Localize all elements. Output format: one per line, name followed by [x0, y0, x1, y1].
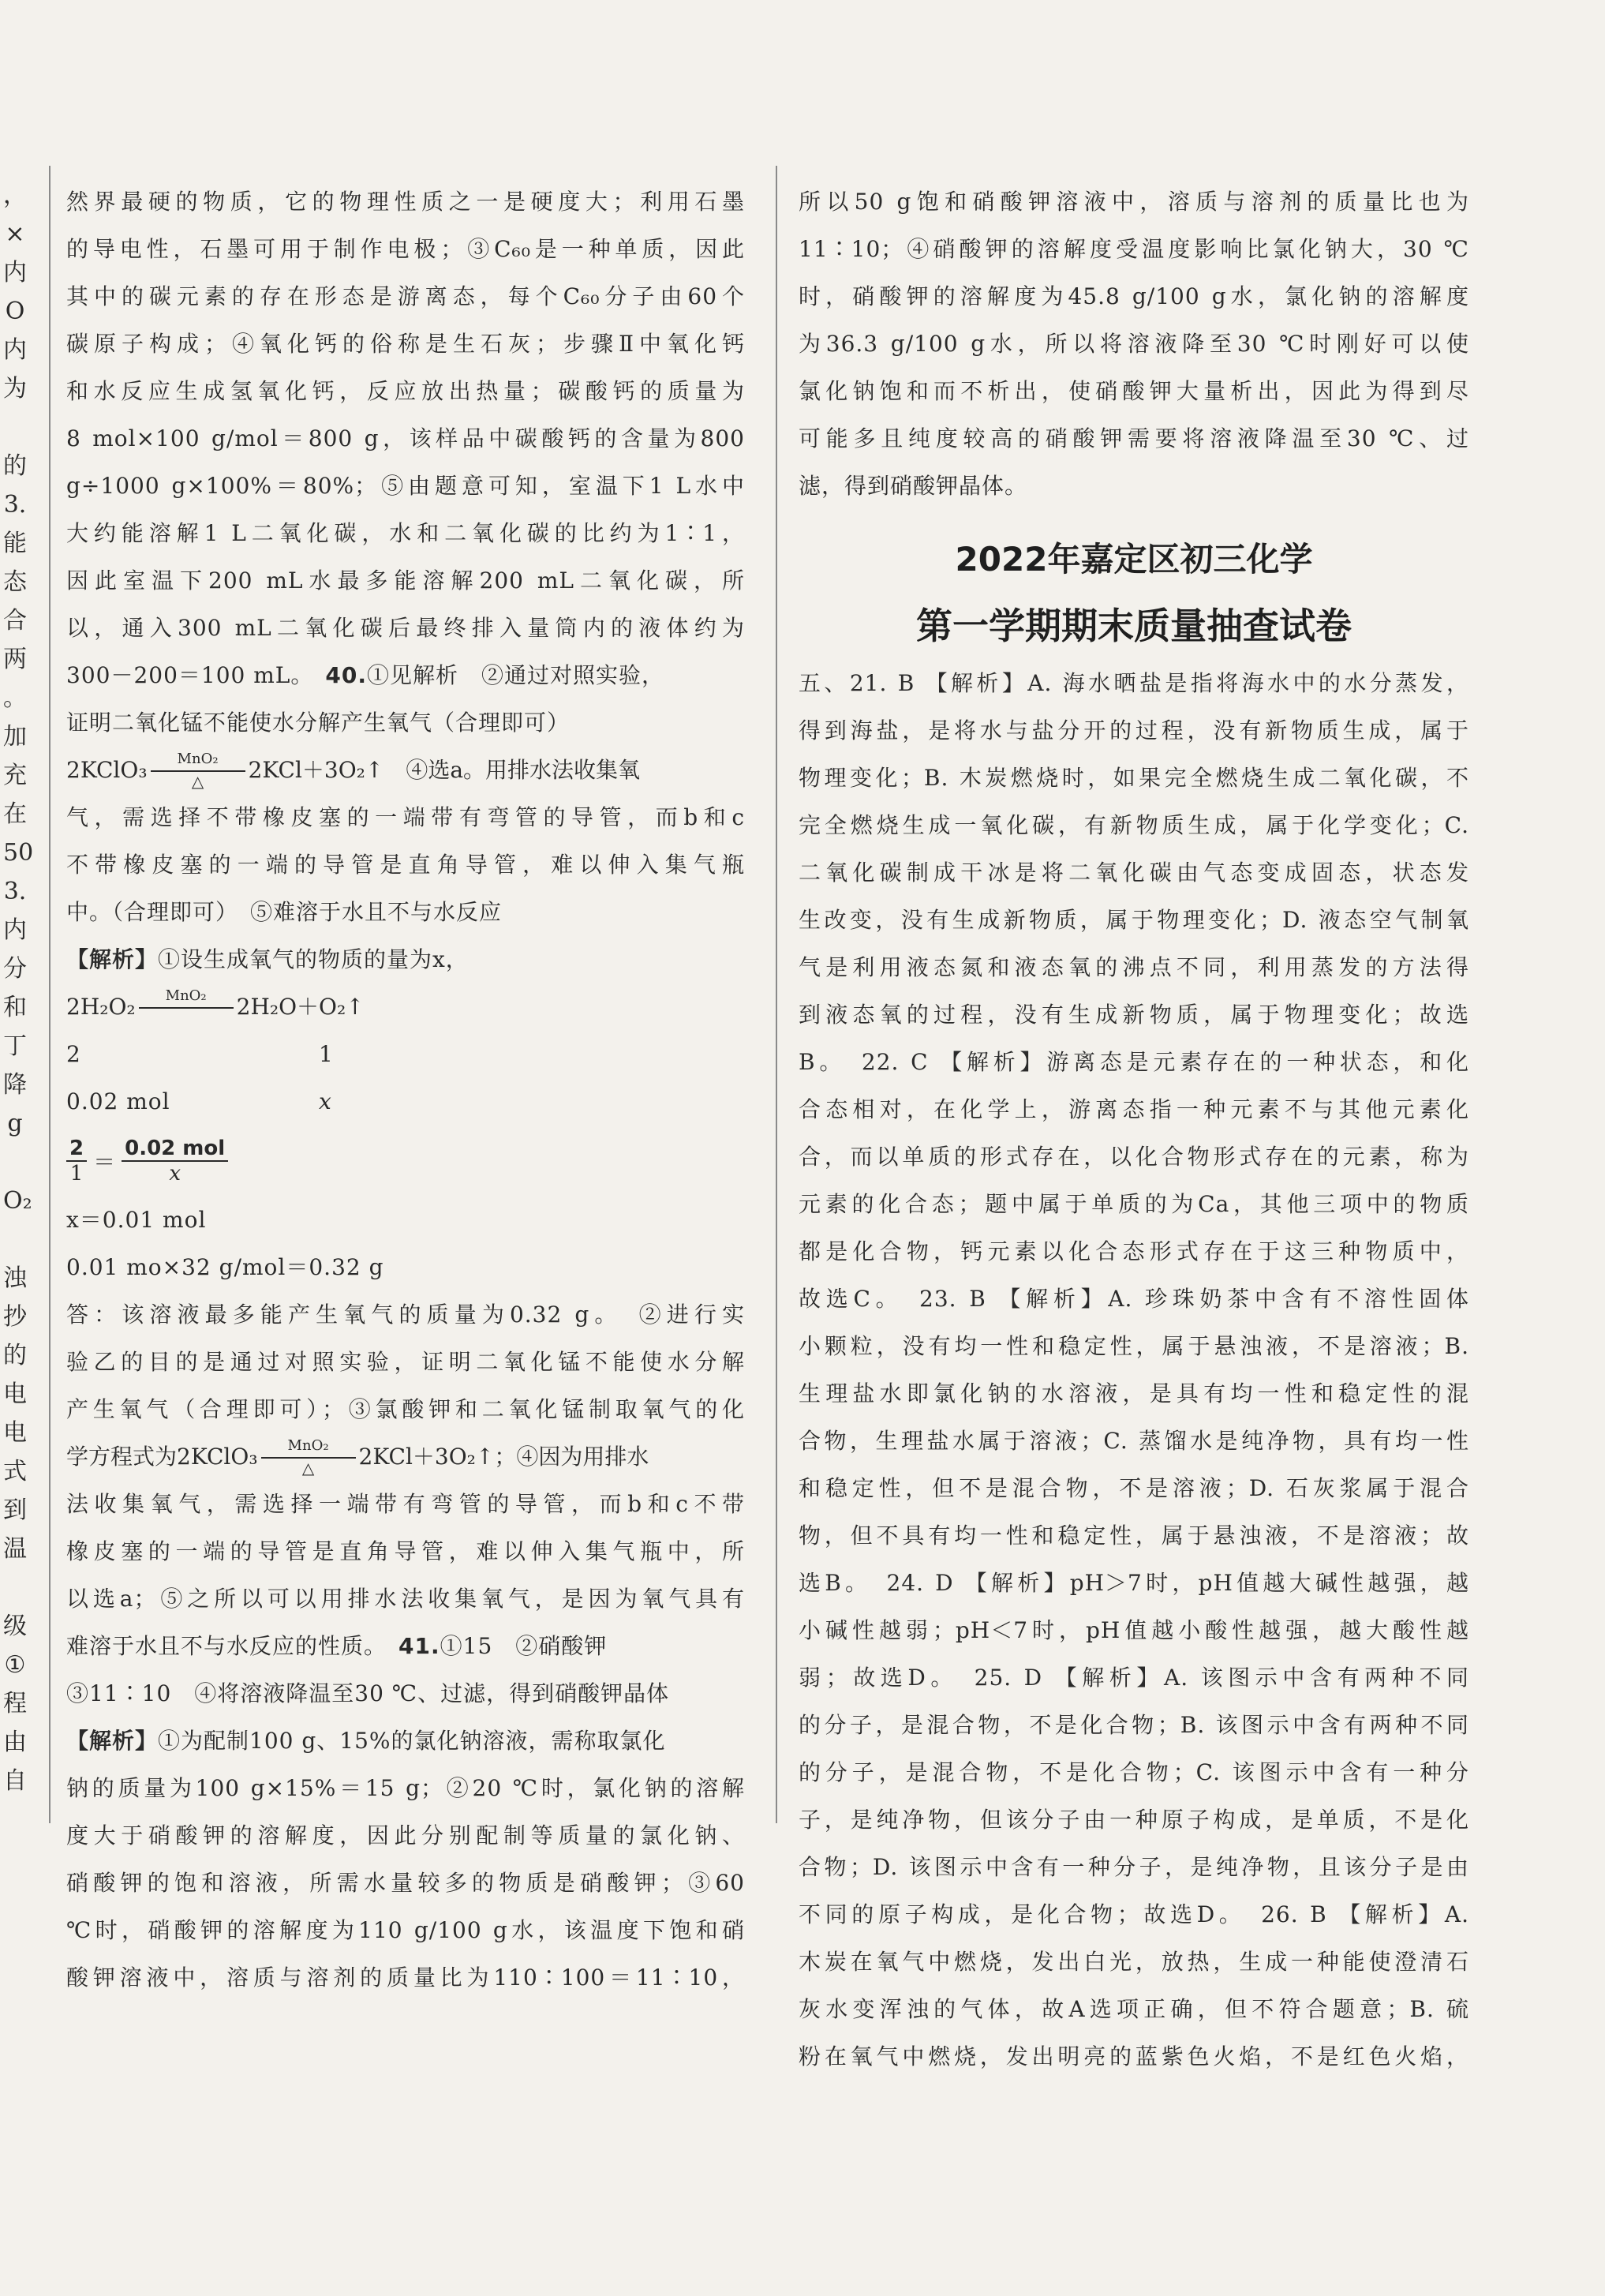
heat-symbol: △ — [301, 1459, 315, 1478]
text-line: B。 22. C 【解析】游离态是元素存在的一种状态，和化 — [799, 1049, 1469, 1075]
text-line: 碳原子构成；④氧化钙的俗称是生石灰；步骤Ⅱ中氧化钙 — [66, 331, 745, 357]
text-line: 小颗粒，没有均一性和稳定性，属于悬浊液，不是溶液；B. — [799, 1333, 1469, 1359]
equals-sign: ＝ — [93, 1149, 116, 1175]
heat-symbol: △ — [191, 772, 204, 791]
text-line: 的分子，是混合物，不是化合物；B. 该图示中含有两种不同 — [799, 1712, 1469, 1738]
text-span: ①15 ②硝酸钾 — [440, 1633, 608, 1659]
equation-product: 2KCl＋3O₂↑；④因为用排水 — [358, 1444, 649, 1470]
clipped-char: ① — [4, 1651, 26, 1679]
exam-title-line-1: 2022年嘉定区初三化学 — [955, 540, 1313, 579]
text-line: 硝酸钾的饱和溶液，所需水量较多的物质是硝酸钾；③60 — [66, 1870, 745, 1896]
clipped-char: 温 — [3, 1535, 27, 1563]
clipped-char: 合 — [3, 607, 27, 635]
text-span: 300－200＝100 mL。 — [66, 662, 303, 688]
ratio-left: 2 — [66, 1041, 81, 1067]
text-line: 和稳定性，但不是混合物，不是溶液；D. 石灰浆属于混合 — [799, 1475, 1469, 1501]
proportion-equation — [66, 1126, 745, 1197]
clipped-char: 丁 — [3, 1032, 27, 1060]
middle-column-rule — [776, 166, 777, 1823]
catalyst-label: MnO₂ — [177, 751, 219, 767]
clipped-char: 态 — [3, 568, 27, 596]
catalyst-label: MnO₂ — [165, 987, 207, 1004]
clipped-char: 50 — [3, 839, 34, 867]
text-line: 得到海盐，是将水与盐分开的过程，没有新物质生成，属于 — [799, 717, 1469, 743]
text-line: 故选C。 23. B 【解析】A. 珍珠奶茶中含有不溶性固体 — [799, 1286, 1469, 1312]
reaction-condition-arrow — [139, 983, 234, 1031]
text-line: 物理变化；B. 木炭燃烧时，如果完全燃烧生成二氧化碳，不 — [799, 765, 1469, 791]
text-line: 验乙的目的是通过对照实验，证明二氧化锰不能使水分解 — [66, 1349, 745, 1375]
answer-body — [799, 660, 1469, 2081]
text-line: 然界最硬的物质，它的物理性质之一是硬度大；利用石墨 — [66, 189, 745, 215]
clipped-char: 能 — [3, 530, 27, 557]
fraction-denominator: 1 — [69, 1162, 84, 1185]
clipped-char: ， — [3, 182, 27, 209]
text-line: 酸钾溶液中，溶质与溶剂的质量比为110∶100＝11∶10， — [66, 1965, 745, 1991]
text-line: 为36.3 g/100 g水，所以将溶液降至30 ℃时刚好可以使 — [799, 331, 1469, 357]
text-span: ①为配制100 g、15%的氯化钠溶液，需称取氯化 — [158, 1728, 666, 1754]
analysis-tag: 【解析】 — [66, 946, 159, 972]
text-line: 粉在氧气中燃烧，发出明亮的蓝紫色火焰，不是红色火焰， — [799, 2043, 1469, 2069]
equation-product: 2KCl＋3O₂↑ ④选a。用排水法收集氧 — [248, 757, 641, 783]
text-span: 难溶于水且不与水反应的性质。 — [66, 1633, 376, 1659]
fraction-numerator: 2 — [66, 1137, 87, 1162]
fraction-denominator: x — [169, 1162, 181, 1185]
arrow-bar — [139, 1007, 234, 1009]
text-line: 合物，生理盐水属于溶液；C. 蒸馏水是纯净物，具有均一性 — [799, 1428, 1469, 1454]
equation-reactant: 2KClO₃ — [66, 757, 148, 783]
text-line: 到液态氧的过程，没有生成新物质，属于物理变化；故选 — [799, 1002, 1469, 1028]
text-line: 完全燃烧生成一氧化碳，有新物质生成，属于化学变化；C. — [799, 812, 1469, 838]
text-line: 以，通入300 mL二氧化碳后最终排入量筒内的液体约为 — [66, 615, 745, 641]
clipped-char: 分 — [3, 955, 27, 983]
clipped-char: 式 — [3, 1458, 27, 1485]
clipped-char: g — [7, 1110, 23, 1137]
clipped-char: 电 — [3, 1380, 27, 1408]
text-line: 产生氧气（合理即可）；③氯酸钾和二氧化锰制取氧气的化 — [66, 1396, 745, 1422]
text-line: 和水反应生成氢氧化钙，反应放出热量；碳酸钙的质量为 — [66, 378, 745, 404]
text-line: ③11∶10 ④将溶液降温至30 ℃、过滤，得到硝酸钾晶体 — [66, 1680, 670, 1706]
fraction-right — [122, 1137, 228, 1185]
reaction-condition-arrow — [151, 747, 245, 794]
text-line: 二氧化碳制成干冰是将二氧化碳由气态变成固态，状态发 — [799, 860, 1469, 886]
ratio-right: 1 — [319, 1041, 334, 1067]
clipped-char: 在 — [3, 800, 27, 828]
text-line: 答：该溶液最多能产生氧气的质量为0.32 g。 ②进行实 — [66, 1302, 745, 1328]
question-41-line — [66, 1623, 745, 1670]
mass-calc-line: 0.01 mo×32 g/mol＝0.32 g — [66, 1254, 384, 1280]
clipped-char: 浊 — [3, 1264, 27, 1292]
clipped-char: 加 — [3, 723, 27, 751]
clipped-char: 。 — [3, 684, 27, 712]
fraction-numerator: 0.02 mol — [122, 1137, 228, 1162]
clipped-char: 3. — [3, 491, 27, 519]
text-line: 弱；故选D。 25. D 【解析】A. 该图示中含有两种不同 — [799, 1665, 1469, 1691]
text-line: 因此室温下200 mL水最多能溶解200 mL二氧化碳，所 — [66, 567, 745, 594]
clipped-char: 和 — [3, 994, 27, 1021]
equation-kclo3-2 — [66, 1433, 745, 1481]
clipped-char: 到 — [3, 1496, 27, 1524]
text-line: 大约能溶解1 L二氧化碳，水和二氧化碳的比约为1∶1， — [66, 520, 745, 546]
text-line: 可能多且纯度较高的硝酸钾需要将溶液降温至30 ℃、过 — [799, 425, 1469, 451]
text-line: 都是化合物，钙元素以化合态形式存在于这三种物质中， — [799, 1238, 1469, 1264]
text-line: 生改变，没有生成新物质，属于物理变化；D. 液态空气制氧 — [799, 907, 1469, 933]
question-40-line — [66, 652, 745, 699]
question-number: 41. — [398, 1633, 440, 1659]
right-column — [799, 178, 1469, 2081]
text-line: 钠的质量为100 g×15%＝15 g；②20 ℃时，氯化钠的溶解 — [66, 1775, 745, 1801]
text-line: 中。（合理即可） ⑤难溶于水且不与水反应 — [66, 899, 503, 925]
ratio-line — [66, 1031, 745, 1078]
clipped-char: 由 — [3, 1729, 27, 1756]
text-line: g÷1000 g×100%＝80%；⑤由题意可知，室温下1 L水中 — [66, 473, 745, 499]
text-line: 11∶10；④硝酸钾的溶解度受温度影响比氯化钠大，30 ℃ — [799, 236, 1469, 262]
text-span: ①设生成氧气的物质的量为x， — [158, 946, 469, 972]
question-number: 40. — [325, 662, 368, 688]
equation-product: 2H₂O＋O₂↑ — [236, 994, 365, 1020]
clipped-char: 自 — [3, 1767, 27, 1795]
reaction-condition-arrow — [261, 1433, 356, 1481]
clipped-char: 电 — [3, 1419, 27, 1447]
text-line: 氯化钠饱和而不析出，使硝酸钾大量析出，因此为得到尽 — [799, 378, 1469, 404]
text-line: 生理盐水即氯化钠的水溶液，是具有均一性和稳定性的混 — [799, 1380, 1469, 1406]
text-line: 不同的原子构成，是化合物；故选D。 26. B 【解析】A. — [799, 1901, 1469, 1927]
text-line: 的分子，是混合物，不是化合物；C. 该图示中含有一种分 — [799, 1759, 1469, 1785]
clipped-char: × — [5, 220, 25, 248]
clipped-char: 的 — [3, 1342, 27, 1369]
text-line: 小碱性越弱；pH＜7时，pH值越小酸性越强，越大酸性越 — [799, 1617, 1469, 1643]
text-line: 五、21. B 【解析】A. 海水晒盐是指将海水中的水分蒸发， — [799, 670, 1469, 696]
equation-reactant: 2H₂O₂ — [66, 994, 136, 1020]
equation-h2o2 — [66, 983, 745, 1031]
text-line: 气是利用液态氮和液态氧的沸点不同，利用蒸发的方法得 — [799, 954, 1469, 980]
clipped-char: O — [5, 298, 25, 325]
clipped-char: 抄 — [3, 1303, 27, 1331]
clipped-char: 降 — [3, 1071, 27, 1099]
text-line: 灰水变浑浊的气体，故A选项正确，但不符合题意；B. 硫 — [799, 1996, 1469, 2022]
text-line: 所以50 g饱和硝酸钾溶液中，溶质与溶剂的质量比也为 — [799, 189, 1469, 215]
clipped-char: 充 — [3, 762, 27, 789]
clipped-char: 内 — [3, 336, 27, 364]
catalyst-label: MnO₂ — [287, 1437, 329, 1454]
text-line: 滤，得到硝酸钾晶体。 — [799, 473, 1028, 499]
text-line: 物，但不具有均一性和稳定性，属于悬浊液，不是溶液；故 — [799, 1523, 1469, 1549]
text-line: 8 mol×100 g/mol＝800 g，该样品中碳酸钙的含量为800 — [66, 425, 745, 451]
text-line: 以选a；⑤之所以可以用排水法收集氧气，是因为氧气具有 — [66, 1586, 745, 1612]
clipped-char: 内 — [3, 916, 27, 944]
clipped-char: O₂ — [3, 1187, 32, 1215]
clipped-char: 两 — [3, 646, 27, 673]
clipped-char: 内 — [3, 259, 27, 287]
text-line: 证明二氧化锰不能使水分解产生氧气（合理即可） — [66, 710, 571, 736]
clipped-char: 的 — [3, 452, 27, 480]
text-line: 橡皮塞的一端的导管是直角导管，难以伸入集气瓶中，所 — [66, 1538, 745, 1564]
text-line: 其中的碳元素的存在形态是游离态，每个C₆₀分子由60个 — [66, 283, 745, 309]
value-left: 0.02 mol — [66, 1088, 170, 1114]
text-line: 选B。 24. D 【解析】pH＞7时，pH值越大碱性越强，越 — [799, 1570, 1469, 1596]
text-line: 子，是纯净物，但该分子由一种原子构成，是单质，不是化 — [799, 1807, 1469, 1833]
text-line: 合物；D. 该图示中含有一种分子，是纯净物，且该分子是由 — [799, 1854, 1469, 1880]
result-line: x＝0.01 mol — [66, 1207, 207, 1233]
text-line: 元素的化合态；题中属于单质的为Ca，其他三项中的物质 — [799, 1191, 1469, 1217]
text-span: ①见解析 ②通过对照实验， — [367, 662, 665, 688]
text-line: 度大于硝酸钾的溶解度，因此分别配制等质量的氯化钠、 — [66, 1822, 745, 1848]
left-column — [66, 178, 745, 2002]
text-line: 的导电性，石墨可用于制作电极；③C₆₀是一种单质，因此 — [66, 236, 745, 262]
clipped-char: 级 — [3, 1612, 27, 1640]
text-line: ℃时，硝酸钾的溶解度为110 g/100 g水，该温度下饱和硝 — [66, 1917, 745, 1943]
text-line: 合，而以单质的形式存在，以化合物形式存在的元素，称为 — [799, 1144, 1469, 1170]
analysis-line — [66, 1717, 745, 1765]
text-line: 法收集氧气，需选择一端带有弯管的导管，而b和c不带 — [66, 1491, 745, 1517]
text-line: 合态相对，在化学上，游离态指一种元素不与其他元素化 — [799, 1096, 1469, 1122]
equation-reactant: 学方程式为2KClO₃ — [66, 1444, 258, 1470]
clipped-char: 程 — [3, 1690, 27, 1717]
clipped-char: 为 — [3, 375, 27, 403]
clipped-char: 3. — [3, 878, 27, 905]
equation-kclo3 — [66, 747, 745, 794]
left-column-rule — [49, 166, 51, 1823]
value-line — [66, 1078, 745, 1126]
text-line: 不带橡皮塞的一端的导管是直角导管，难以伸入集气瓶 — [66, 852, 745, 878]
text-line: 木炭在氧气中燃烧，发出白光，放热，生成一种能使澄清石 — [799, 1949, 1469, 1975]
text-line: 气，需选择不带橡皮塞的一端带有弯管的导管，而b和c — [66, 804, 745, 830]
exam-title-line-2: 第一学期期末质量抽查试卷 — [916, 605, 1352, 647]
text-line: 时，硝酸钾的溶解度为45.8 g/100 g水，氯化钠的溶解度 — [799, 283, 1469, 309]
analysis-tag: 【解析】 — [66, 1728, 159, 1754]
fraction-left — [66, 1137, 87, 1185]
value-right: x — [319, 1088, 332, 1114]
analysis-line — [66, 936, 745, 983]
